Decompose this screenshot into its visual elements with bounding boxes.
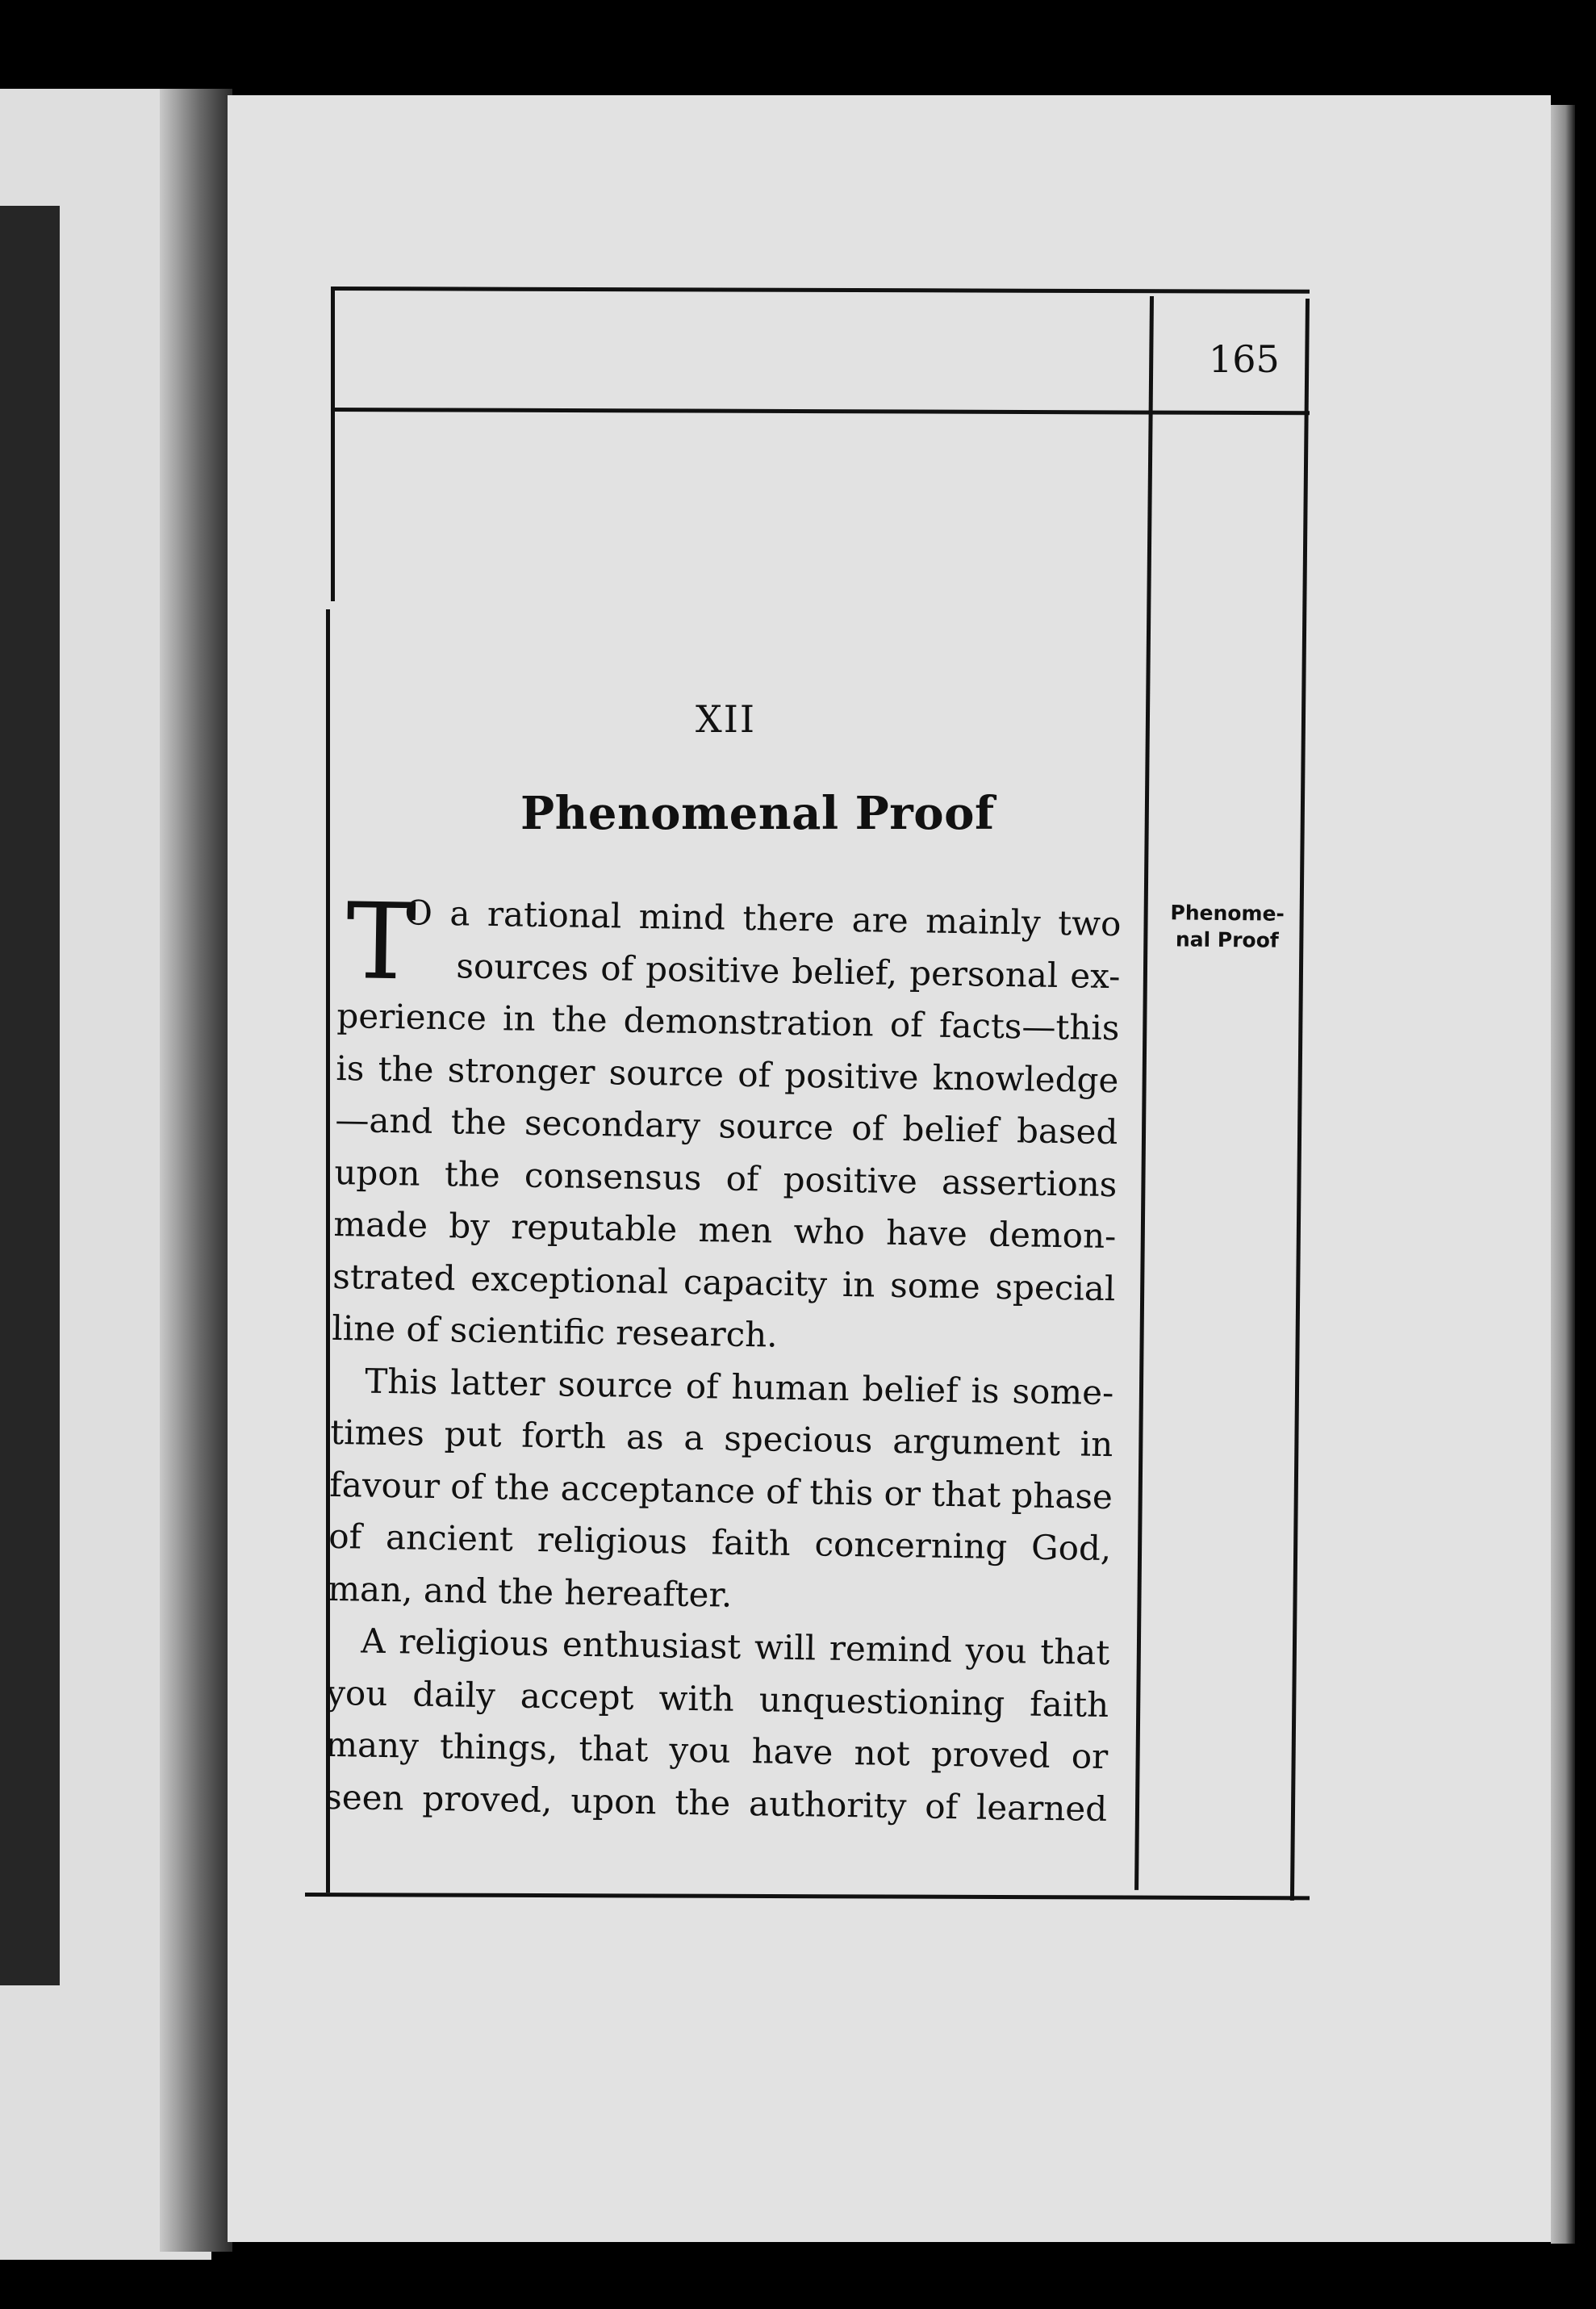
frame-rule-right [1290,299,1310,1901]
book-gutter [160,89,232,2252]
frame-rule-left [331,287,335,601]
drop-cap: T [345,880,417,1004]
text-line: A religious enthusiast will remind you that [360,1621,1110,1673]
text-line: many things, that you have not proved or [324,1724,1109,1777]
text-line: times put forth as a specious argument in [329,1412,1113,1465]
text-line: favour of the acceptance of this or that phase [328,1464,1113,1516]
chapter-number: XII [696,697,757,741]
text-line-content: O a rational mind there are mainly two [404,893,1122,944]
page-edge [1551,105,1575,2244]
frame-rule-bottom [305,1893,1310,1900]
text-line: line of scientific research. [332,1307,779,1355]
text-line: you daily accept with unquestioning faith [325,1672,1109,1725]
text-line: strated exceptional capacity in some special [332,1256,1116,1308]
text-line: man, and the hereafter. [327,1568,733,1615]
body-text [324,880,1122,1835]
sidenote-line: nal Proof [1175,927,1279,952]
page-number: 165 [1209,337,1280,381]
text-line: upon the consensus of positive assertions [334,1152,1118,1204]
text-line: is the stronger source of positive knowledge [336,1048,1119,1100]
frame-rule-top [331,287,1310,294]
text-line: This latter source of human belief is some- [364,1361,1114,1412]
chapter-title: Phenomenal Proof [520,787,995,840]
text-line: sources of positive belief, personal ex- [456,945,1121,996]
text-line: seen proved, upon the authority of learned [324,1776,1108,1829]
text-line: made by reputable men who have demon- [333,1203,1117,1257]
facing-page-plate [0,206,60,1985]
frame-rule-margin [1134,296,1154,1890]
text-line: —and the secondary source of belief based [335,1099,1118,1152]
text-line: perience in the demonstration of facts—this [336,995,1120,1048]
frame-rule-header [331,408,1310,415]
margin-sidenote [1155,899,1300,954]
sidenote-line: Phenome- [1170,901,1285,926]
text-line: of ancient religious faith concerning God, [328,1516,1112,1569]
